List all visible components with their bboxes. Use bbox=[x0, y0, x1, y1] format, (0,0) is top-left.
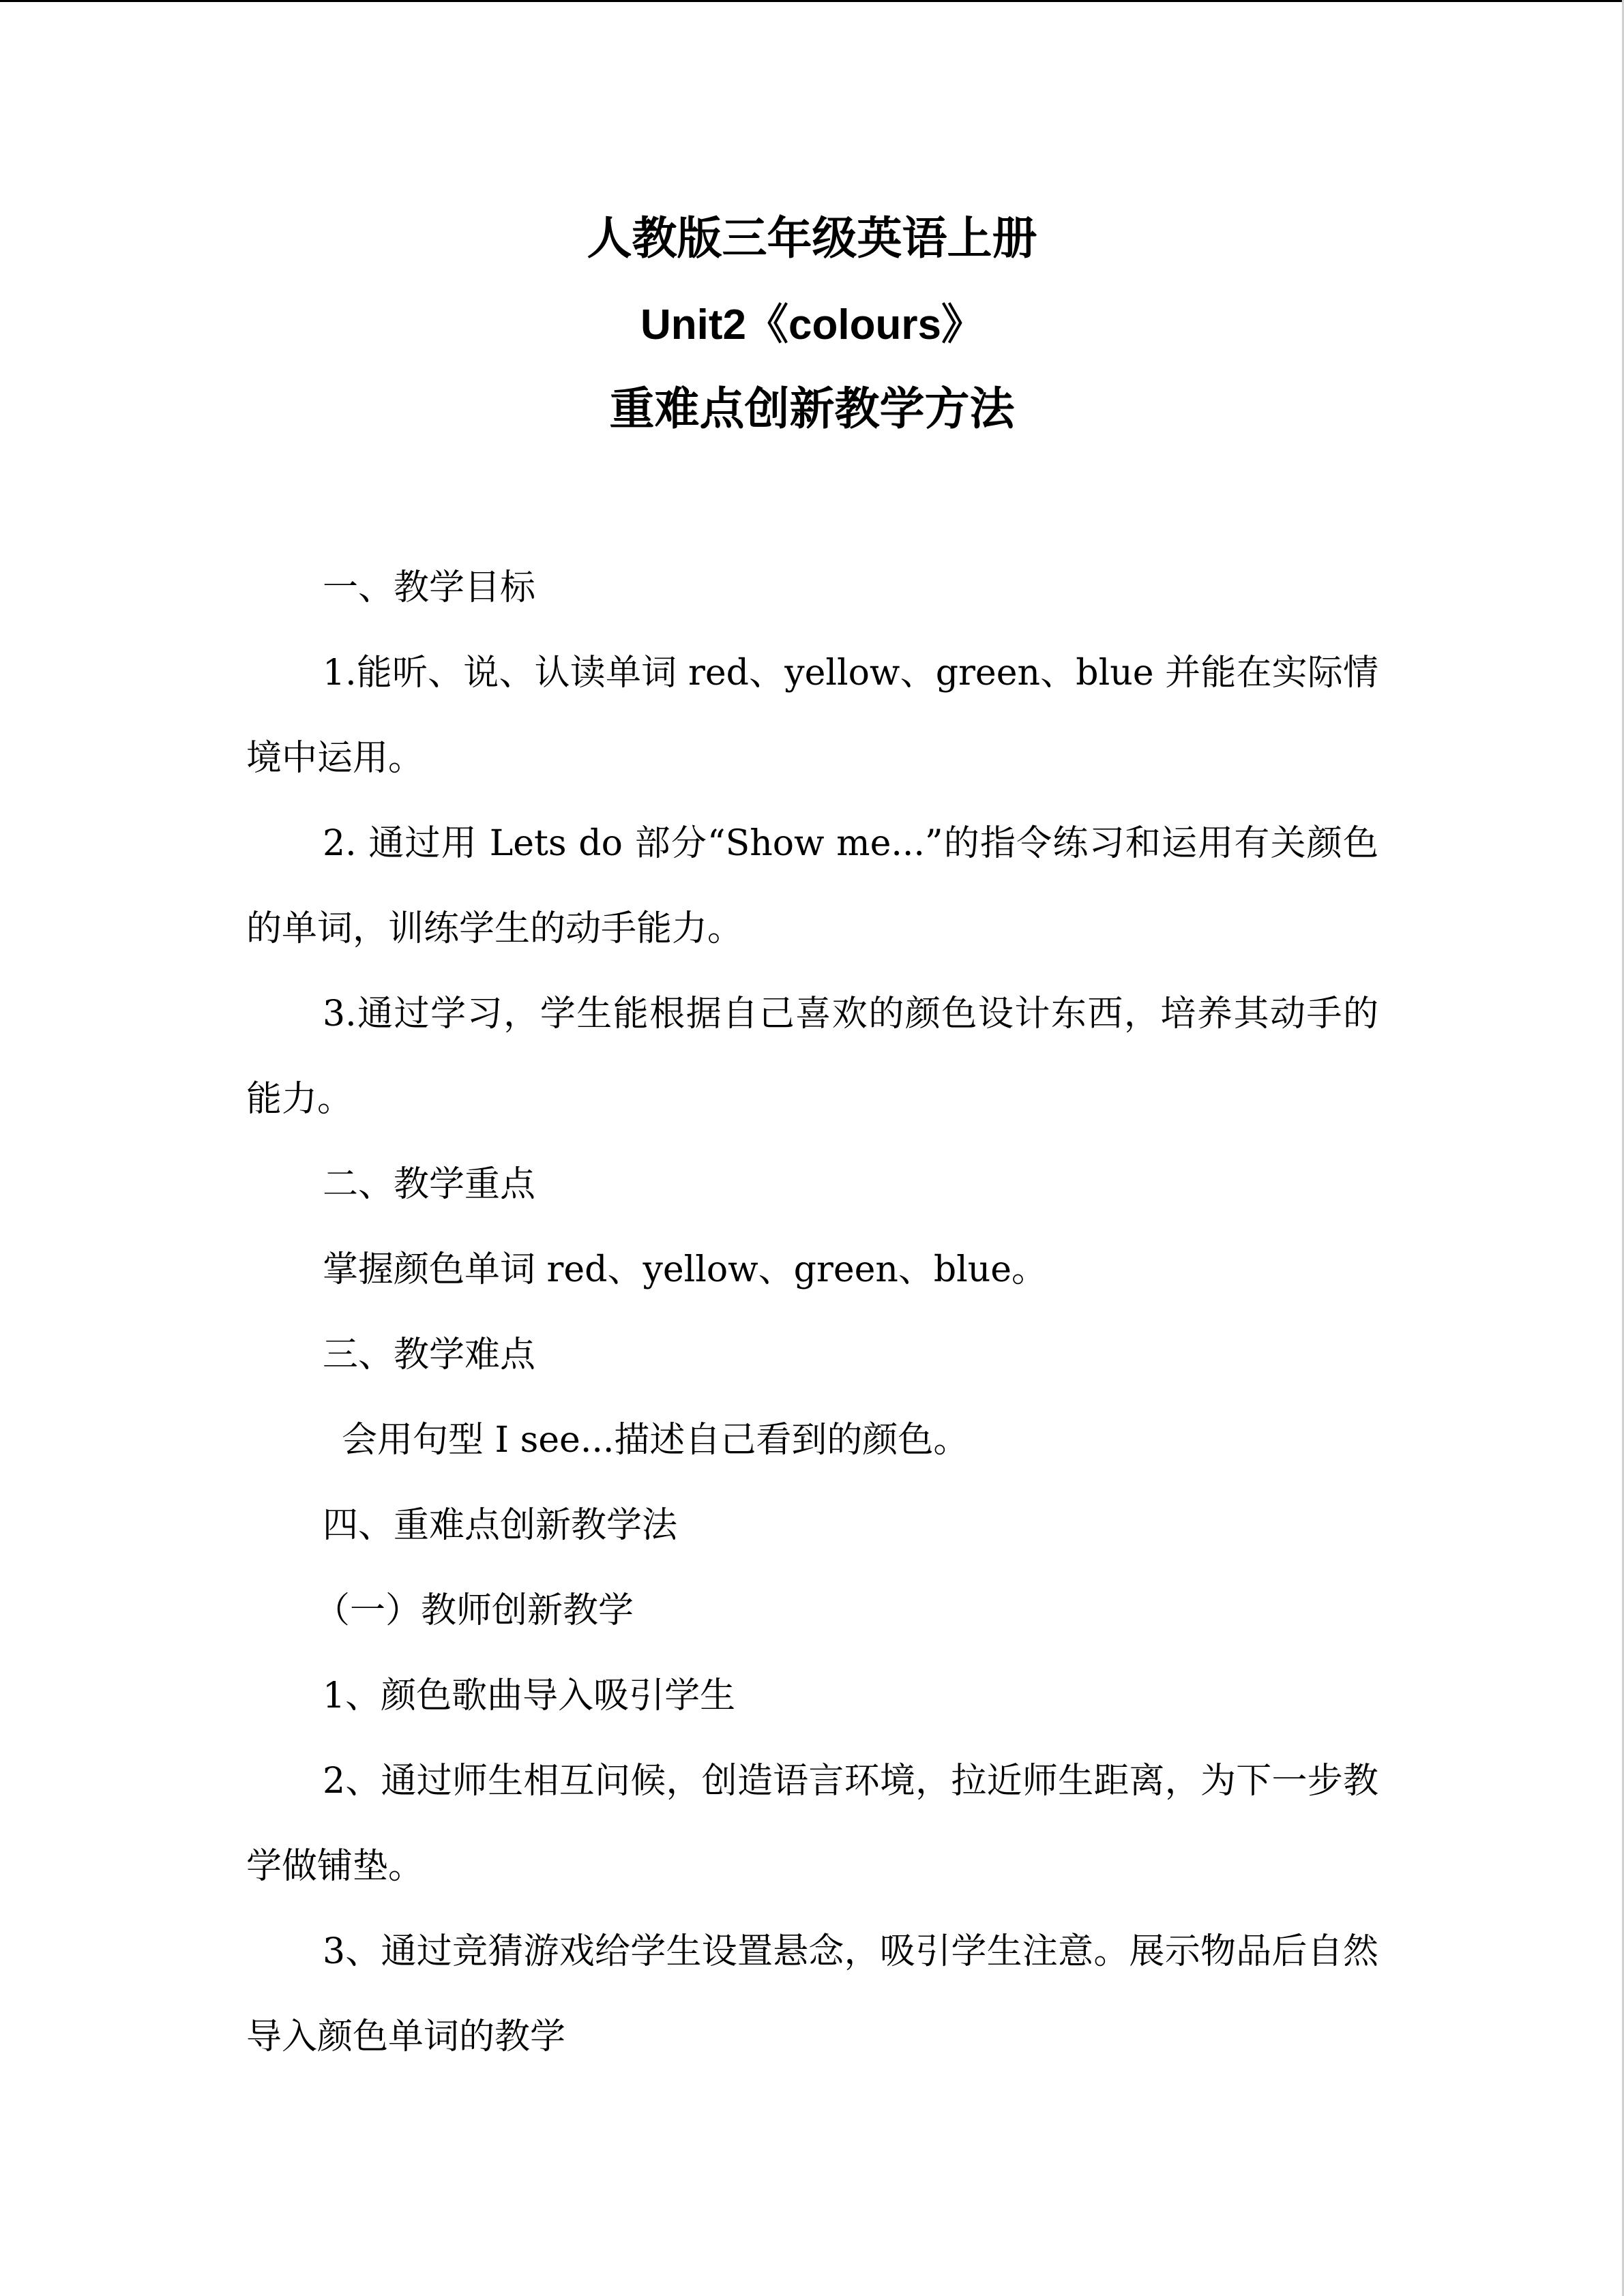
section-heading-difficulties: 三、教学难点 bbox=[323, 1335, 536, 1375]
key-points-text: 掌握颜色单词 red、yellow、green、blue。 bbox=[323, 1249, 1048, 1290]
difficulties-text: 会用句型 I see...描述自己看到的颜色。 bbox=[342, 1420, 969, 1461]
section-heading-key-points: 二、教学重点 bbox=[323, 1164, 536, 1205]
document-title: 人教版三年级英语上册 bbox=[587, 212, 1037, 265]
method-item-2: 2、通过师生相互问候，创造语言环境，拉近师生距离，为下一步教学做铺垫。 bbox=[246, 1761, 1378, 1887]
method-item-1: 1、颜色歌曲导入吸引学生 bbox=[323, 1675, 736, 1716]
section-heading-objectives: 一、教学目标 bbox=[323, 567, 536, 608]
document-subtitle-topic: 重难点创新教学方法 bbox=[609, 383, 1015, 435]
document-body bbox=[246, 546, 1378, 2080]
document-subtitle-unit: Unit2《colours》 bbox=[640, 301, 984, 348]
subsection-heading-teacher: （一）教师创新教学 bbox=[314, 1590, 634, 1631]
objective-item-2: 2. 通过用 Lets do 部分“Show me...”的指令练习和运用有关颜色的单词，训练学生的动手能力。 bbox=[246, 823, 1378, 949]
objective-item-3: 3.通过学习，学生能根据自己喜欢的颜色设计东西，培养其动手的能力。 bbox=[246, 994, 1378, 1120]
page-top-border bbox=[0, 0, 1624, 2]
objective-item-1: 1.能听、说、认读单词 red、yellow、green、blue 并能在实际情境中运用。 bbox=[246, 653, 1378, 779]
section-heading-methods: 四、重难点创新教学法 bbox=[323, 1505, 678, 1546]
method-item-3: 3、通过竞猜游戏给学生设置悬念，吸引学生注意。展示物品后自然导入颜色单词的教学 bbox=[246, 1931, 1378, 2057]
